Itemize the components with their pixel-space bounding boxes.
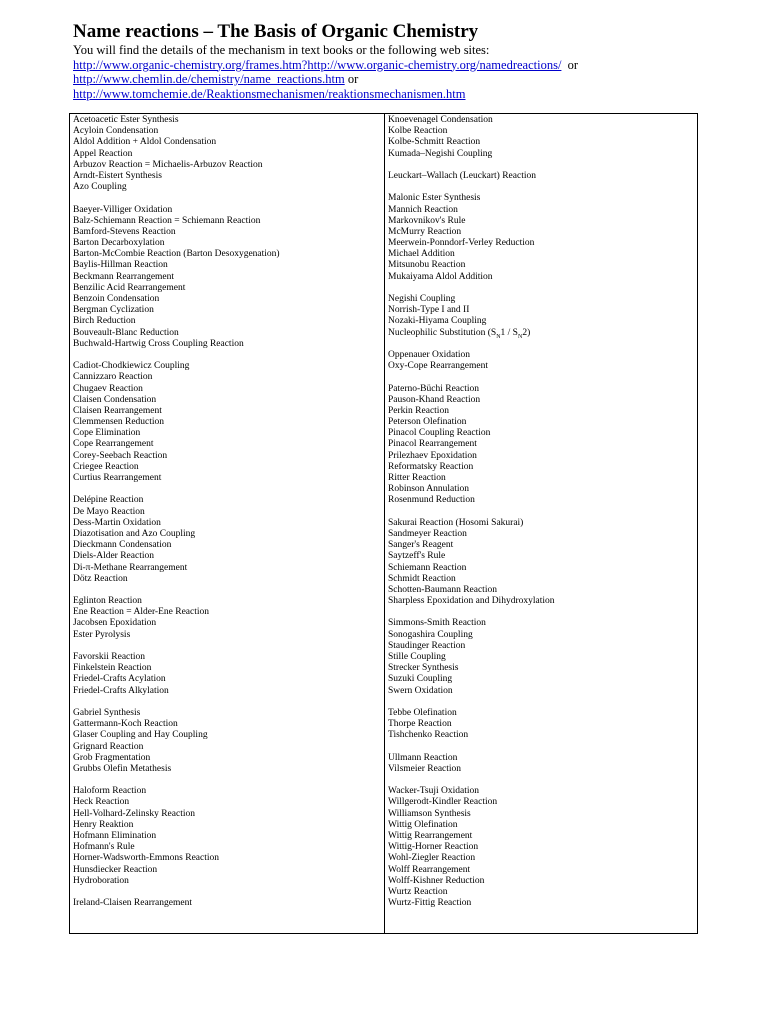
reaction-item: Friedel-Crafts Acylation [73, 674, 166, 685]
reaction-item: De Mayo Reaction [73, 506, 145, 517]
group-gap [388, 507, 555, 518]
reaction-item: Mukaiyama Aldol Addition [388, 271, 493, 282]
reaction-item: Bouveault-Blanc Reduction [73, 327, 179, 338]
reaction-item: Mannich Reaction [388, 204, 458, 215]
group-gap [73, 484, 280, 495]
reaction-item: Michael Addition [388, 249, 455, 260]
group-gap [73, 775, 280, 786]
reaction-item: Dötz Reaction [73, 573, 128, 584]
group-gap [388, 182, 555, 193]
reaction-item: Arbuzov Reaction = Michaelis-Arbuzov Reaction [73, 159, 263, 170]
reaction-item: Malonic Ester Synthesis [388, 193, 481, 204]
reaction-item: Bergman Cyclization [73, 305, 154, 316]
group-gap [388, 339, 555, 350]
reaction-item: Hunsdiecker Reaction [73, 864, 158, 875]
reaction-item: Aldol Addition + Aldol Condensation [73, 137, 217, 148]
reaction-item: Stille Coupling [388, 652, 446, 662]
reaction-item: Wurtz Reaction [388, 886, 448, 897]
link-line-1 [73, 58, 578, 73]
reaction-item: Eglinton Reaction [73, 596, 142, 607]
reaction-item: Acyloin Condensation [73, 126, 159, 137]
group-gap [388, 607, 555, 618]
reaction-item: Staudinger Reaction [388, 640, 466, 651]
reaction-item: Thorpe Reaction [388, 719, 452, 730]
reaction-item: Heck Reaction [73, 797, 130, 808]
reaction-item: Strecker Synthesis [388, 663, 459, 674]
reaction-item: Hofmann Elimination [73, 831, 157, 841]
reaction-item: Ullmann Reaction [388, 752, 458, 763]
reaction-item: Cannizzaro Reaction [73, 372, 153, 383]
link-chemlin[interactable]: http://www.chemlin.de/chemistry/name_reactions.htm [73, 72, 345, 86]
reaction-item: Sanger's Reagent [388, 540, 454, 551]
reaction-item: McMurry Reaction [388, 226, 462, 237]
group-gap [73, 641, 280, 652]
reaction-item: Hofmann's Rule [73, 842, 135, 853]
reaction-item: Finkelstein Reaction [73, 663, 152, 674]
reaction-item: Oxy-Cope Rearrangement [388, 361, 488, 372]
reaction-item: Cope Elimination [73, 428, 141, 439]
or-text-1: or [567, 57, 579, 72]
reaction-item: Balz-Schiemann Reaction = Schiemann Reaction [73, 215, 261, 226]
reaction-item: Sandmeyer Reaction [388, 528, 467, 539]
reaction-item: Azo Coupling [73, 182, 127, 193]
link-line-3 [73, 87, 578, 102]
link-tomchemie[interactable]: http://www.tomchemie.de/Reaktionsmechanismen/reaktionsmechanismen.htm [73, 86, 466, 101]
reaction-item: Robinson Annulation [388, 484, 470, 495]
reaction-item: Jacobsen Epoxidation [73, 618, 157, 629]
reaction-item: Gabriel Synthesis [73, 707, 141, 718]
reaction-item: Sonogashira Coupling [388, 629, 473, 640]
group-gap [73, 585, 280, 596]
reaction-item: Hell-Volhard-Zelinsky Reaction [73, 808, 195, 819]
reaction-item: Pinacol Rearrangement [388, 439, 477, 450]
reaction-item: Criegee Reaction [73, 461, 139, 472]
reaction-item: Schmidt Reaction [388, 573, 456, 584]
or-text-2: or [347, 72, 359, 86]
reaction-item: Wittig-Horner Reaction [388, 842, 479, 853]
reaction-item: Delépine Reaction [73, 495, 144, 506]
group-gap [388, 283, 555, 294]
reaction-item: Arndt-Eistert Synthesis [73, 170, 162, 181]
reaction-item: Acetoacetic Ester Synthesis [73, 115, 179, 125]
reaction-item: Grob Fragmentation [73, 752, 151, 763]
link-line-2 [73, 72, 578, 87]
reaction-item: Kolbe-Schmitt Reaction [388, 137, 481, 148]
reaction-item: Willgerodt-Kindler Reaction [388, 797, 498, 808]
reaction-item: Markovnikov's Rule [388, 215, 466, 226]
reaction-item: Cadiot-Chodkiewicz Coupling [73, 361, 190, 372]
reaction-item: Pinacol Coupling Reaction [388, 428, 491, 439]
reaction-item: Norrish-Type I and II [388, 305, 470, 316]
reaction-item: Dieckmann Condensation [73, 540, 172, 551]
reaction-item: Wittig Rearrangement [388, 831, 473, 841]
reaction-item: Oppenauer Oxidation [388, 349, 471, 360]
reaction-item: Schiemann Reaction [388, 562, 467, 573]
reaction-item: Tishchenko Reaction [388, 730, 469, 741]
reaction-item: Ene Reaction = Alder-Ene Reaction [73, 607, 210, 618]
reaction-item: Claisen Condensation [73, 394, 157, 405]
reaction-item: Tebbe Olefination [388, 707, 457, 718]
reaction-item: Friedel-Crafts Alkylation [73, 685, 169, 696]
reaction-item: Haloform Reaction [73, 786, 147, 797]
reaction-item: Barton Decarboxylation [73, 238, 165, 249]
right-groups-before [388, 115, 555, 294]
reaction-item: Benzoin Condensation [73, 294, 160, 304]
reaction-item: Kolbe Reaction [388, 126, 448, 137]
reaction-item: Di-π-Methane Rearrangement [73, 562, 188, 573]
reaction-item: Curtius Rearrangement [73, 473, 162, 483]
group-gap [73, 193, 280, 204]
left-column [73, 115, 280, 909]
reaction-item: Baeyer-Villiger Oxidation [73, 204, 173, 215]
reaction-item: Bamford-Stevens Reaction [73, 226, 176, 237]
reaction-item: Knoevenagel Condensation [388, 115, 493, 125]
reaction-item: Wacker-Tsuji Oxidation [388, 786, 479, 797]
group-gap [388, 697, 555, 708]
reaction-item: Beckmann Rearrangement [73, 271, 175, 282]
reaction-item: Williamson Synthesis [388, 808, 471, 819]
group-gap [73, 350, 280, 361]
group-gap [388, 742, 555, 753]
reaction-item: Buchwald-Hartwig Cross Coupling Reaction [73, 338, 244, 349]
reaction-item: Negishi Coupling [388, 294, 456, 304]
column-divider [384, 113, 385, 934]
reaction-item: Nozaki-Hiyama Coupling [388, 316, 487, 327]
reaction-item: Appel Reaction [73, 148, 133, 159]
reaction-item: Leuckart–Wallach (Leuckart) Reaction [388, 170, 536, 181]
reaction-item: Prilezhaev Epoxidation [388, 450, 477, 461]
reaction-item: Benzilic Acid Rearrangement [73, 282, 186, 293]
reaction-item: Claisen Rearrangement [73, 405, 162, 416]
reaction-item: Horner-Wadsworth-Emmons Reaction [73, 853, 219, 864]
reaction-item: Wolff Rearrangement [388, 864, 471, 875]
group-gap [388, 160, 555, 171]
reaction-item: Henry Reaktion [73, 819, 134, 830]
reaction-item: Ester Pyrolysis [73, 629, 131, 640]
reaction-item: Sharpless Epoxidation and Dihydroxylation [388, 596, 555, 607]
reaction-item: Barton-McCombie Reaction (Barton Desoxygenation) [73, 249, 280, 260]
reaction-item: Kumada–Negishi Coupling [388, 148, 493, 159]
reaction-item: Vilsmeier Reaction [388, 763, 462, 774]
reaction-item: Peterson Olefination [388, 417, 467, 428]
reaction-item: Chugaev Reaction [73, 383, 143, 394]
reaction-item: Diazotisation and Azo Coupling [73, 528, 196, 539]
reaction-item: Swern Oxidation [388, 685, 453, 696]
reaction-item: Cope Rearrangement [73, 439, 154, 450]
reaction-item: Suzuki Coupling [388, 674, 453, 685]
reaction-item: Simmons-Smith Reaction [388, 618, 486, 629]
reaction-item: Wolff-Kishner Reduction [388, 875, 485, 886]
reaction-item: Wohl-Ziegler Reaction [388, 853, 476, 864]
reaction-item: Mitsunobu Reaction [388, 260, 466, 271]
reaction-item: Pauson-Khand Reaction [388, 394, 481, 405]
reaction-item: Grignard Reaction [73, 741, 144, 752]
reaction-item: Diels-Alder Reaction [73, 551, 154, 562]
intro-block [73, 43, 578, 101]
reaction-item: Glaser Coupling and Hay Coupling [73, 730, 208, 741]
reaction-item: Sakurai Reaction (Hosomi Sakurai) [388, 517, 524, 528]
intro-text: You will find the details of the mechanism in text books or the following web sites: [73, 43, 490, 57]
reaction-item: Ritter Reaction [388, 473, 446, 483]
n-items [388, 294, 555, 328]
group-gap [73, 697, 280, 708]
reaction-item: Reformatsky Reaction [388, 461, 474, 472]
reaction-item: Hydroboration [73, 875, 129, 886]
reaction-item: Paterno-Büchi Reaction [388, 383, 480, 394]
reaction-item: Wittig Olefination [388, 819, 458, 830]
page-title: Name reactions – The Basis of Organic Chemistry [73, 21, 479, 42]
reaction-item: Ireland-Claisen Rearrangement [73, 898, 192, 909]
right-groups-after [388, 350, 555, 909]
reaction-item: Perkin Reaction [388, 405, 449, 416]
group-gap [388, 775, 555, 786]
group-gap [73, 887, 280, 898]
reaction-item: Gattermann-Koch Reaction [73, 719, 178, 730]
reaction-item: Rosenmund Reduction [388, 495, 475, 506]
reaction-item: Birch Reduction [73, 316, 136, 327]
group-gap [388, 372, 555, 383]
right-column [388, 115, 555, 909]
reaction-item: Saytzeff's Rule [388, 551, 446, 562]
reaction-item: Baylis-Hillman Reaction [73, 260, 168, 271]
reaction-item: Corey-Seebach Reaction [73, 450, 168, 461]
reaction-item: Dess-Martin Oxidation [73, 517, 161, 528]
reaction-item: Grubbs Olefin Metathesis [73, 763, 172, 774]
reaction-item: Schotten-Baumann Reaction [388, 584, 497, 595]
reaction-item-nucleophilic-substitution: Nucleophilic Substitution $(S_N1 / S_N2)$ [388, 327, 531, 340]
link-organic-chemistry[interactable]: http://www.organic-chemistry.org/frames.htm?http://www.organic-chemistry.org/namedreactions/ [73, 57, 562, 72]
reaction-item: Meerwein-Ponndorf-Verley Reduction [388, 238, 535, 249]
right-group-n [388, 294, 555, 350]
reaction-item: Wurtz-Fittig Reaction [388, 898, 472, 909]
reaction-item: Favorskii Reaction [73, 652, 146, 662]
reaction-item: Clemmensen Reduction [73, 417, 165, 428]
